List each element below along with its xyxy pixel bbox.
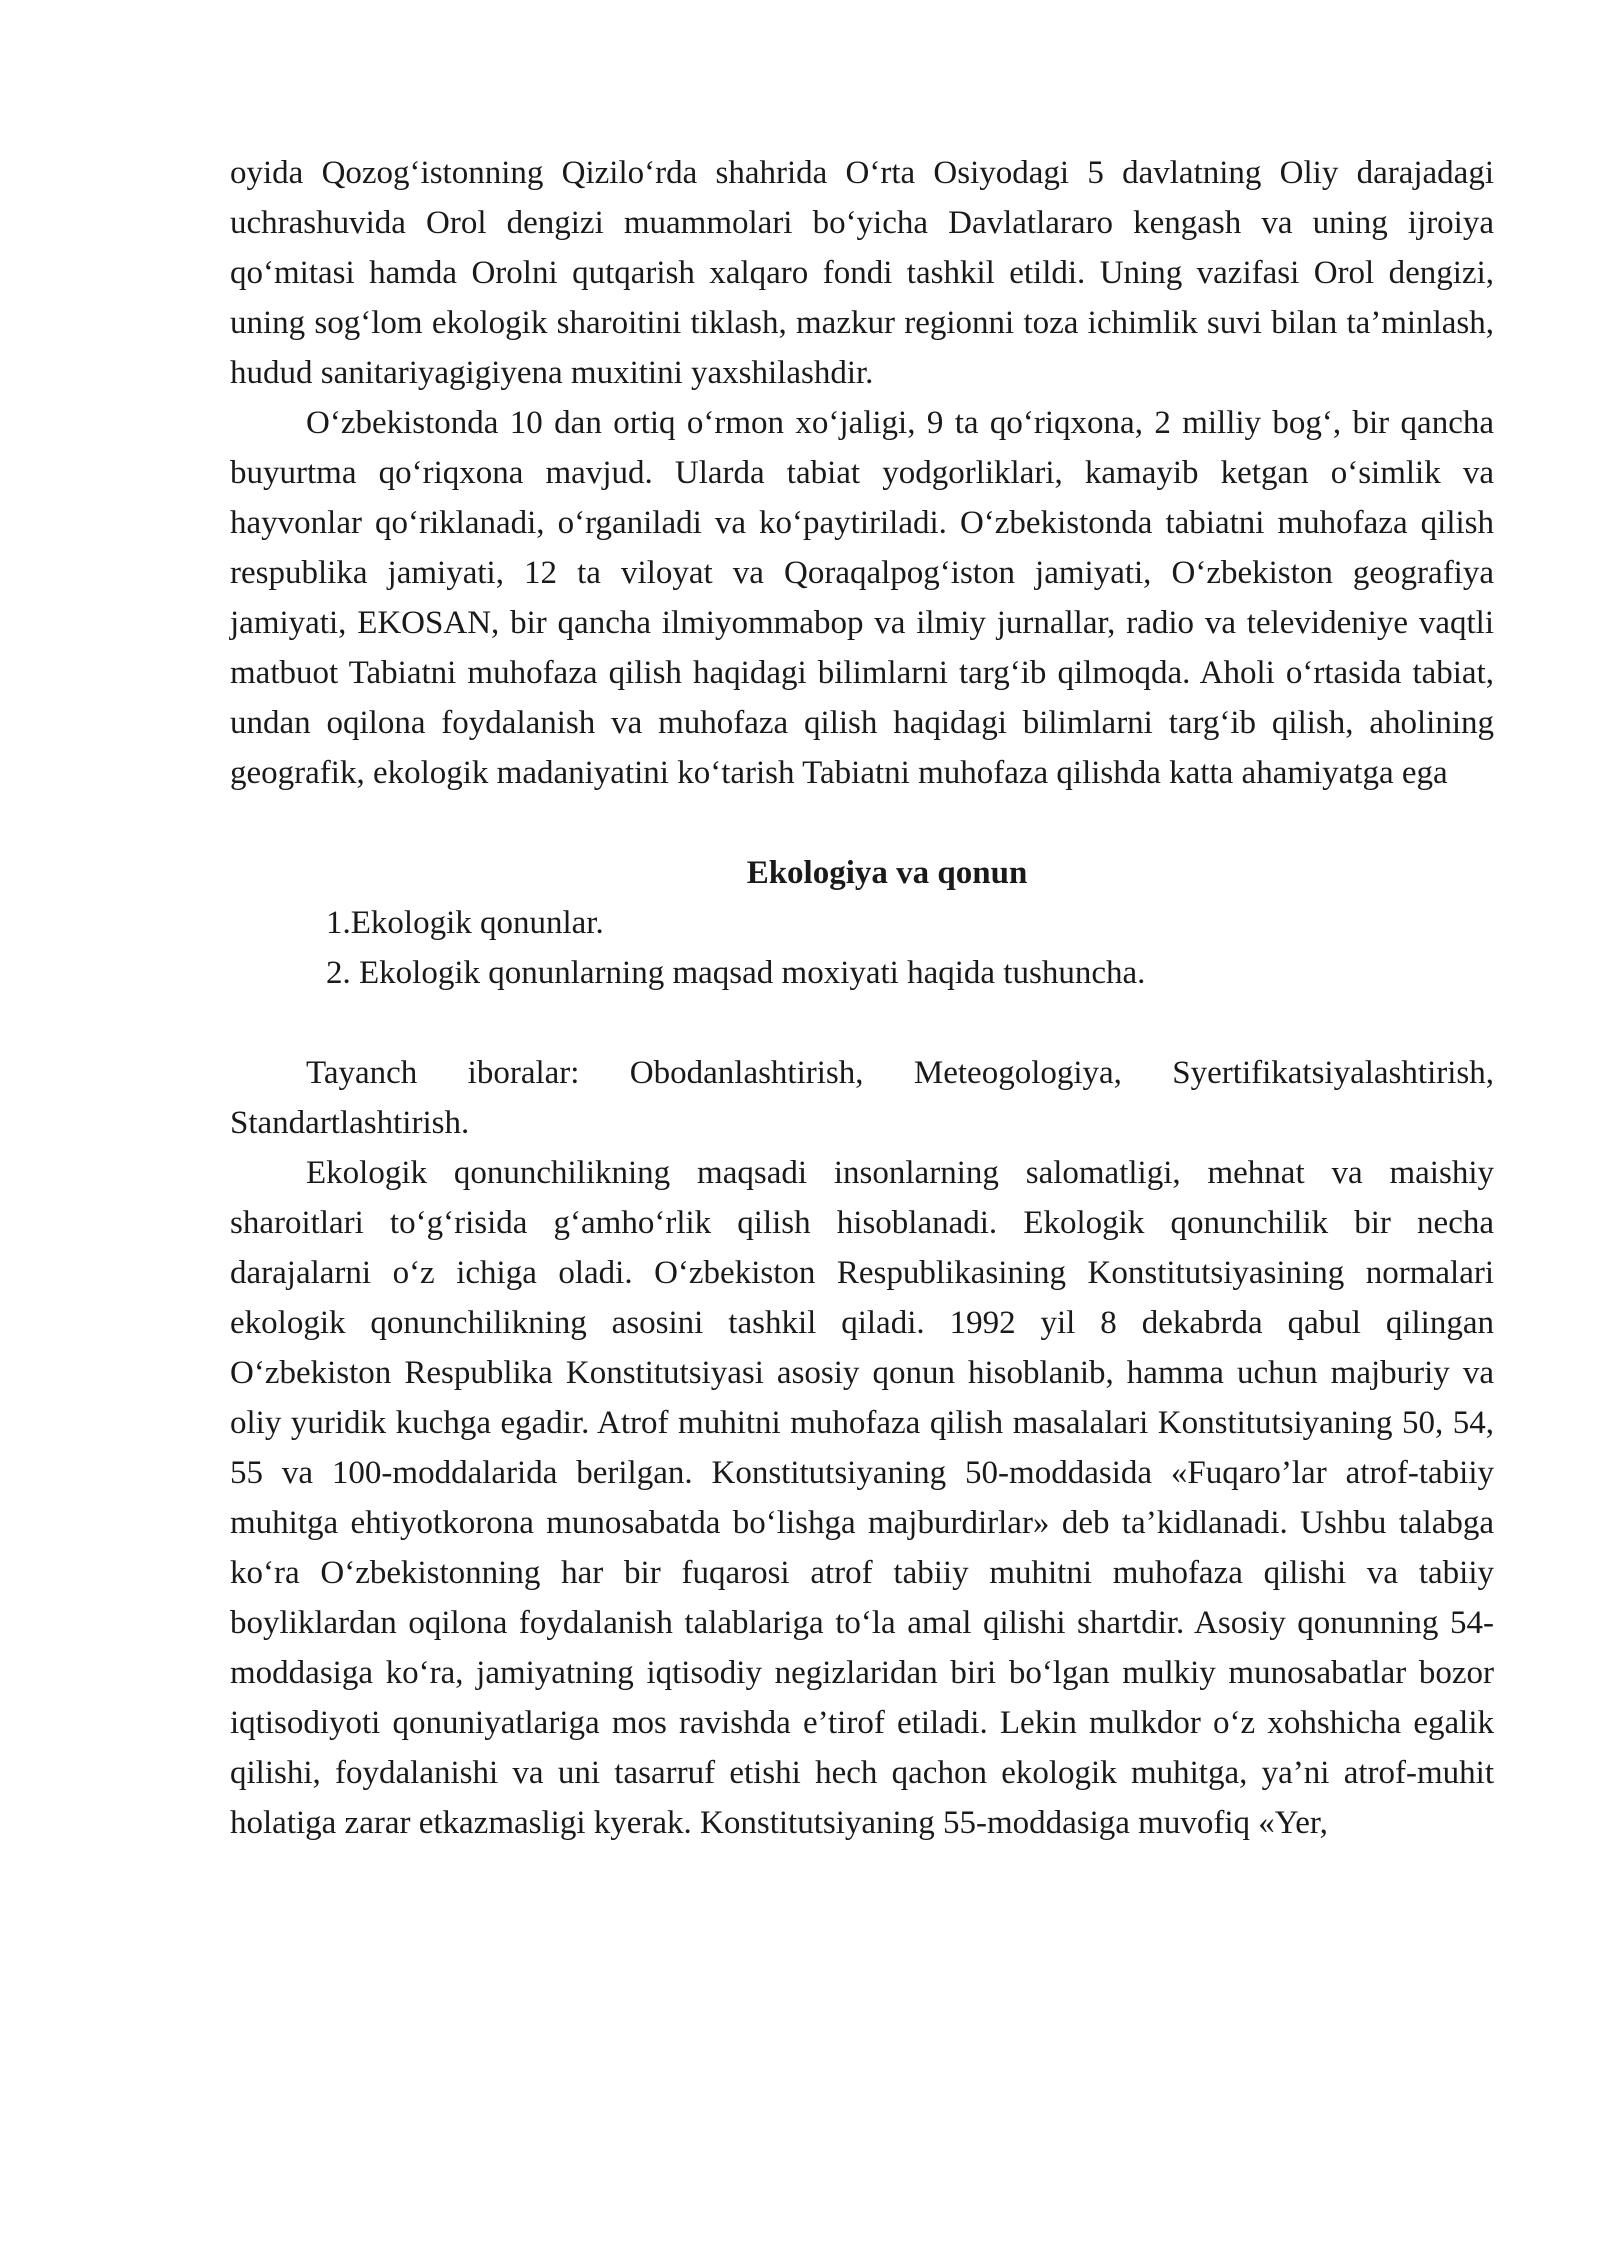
paragraph-protected-areas: O‘zbekistonda 10 dan ortiq o‘rmon xo‘jaligi, 9 ta qo‘riqxona, 2 milliy bog‘, bir qancha buyurtma qo‘riqxona mavjud. Ularda tabiat yodgorliklari, kamayib ketgan o‘simlik va hayvonlar qo‘riklanadi, o‘rganiladi va ko‘paytiriladi. O‘zbekistonda tabiatni muhofaza qilish respublika jamiyati, 12 ta viloyat va Qoraqalpog‘iston jamiyati, O‘zbekiston geografiya jamiyati, EKOSAN, bir qancha ilmiyommabop va ilmiy jurnallar, radio va televideniye vaqtli matbuot Tabiatni muhofaza qilish haqidagi bilimlarni targ‘ib qilmoqda. Aholi o‘rtasida tabiat, undan oqilona foydalanish va muhofaza qilish haqidagi bilimlarni targ‘ib qilish, aholining geografik, ekologik madaniyatini ko‘tarish Tabiatni muhofaza qilishda katta ahamiyatga ega <box>230 405 1494 791</box>
blank-line <box>230 998 1494 1048</box>
document-page <box>230 148 1494 1848</box>
paragraph-key-terms: Tayanch iboralar: Obodanlashtirish, Meteogologiya, Syertifikatsiyalashtirish, Standartlashtirish. <box>230 1055 1494 1141</box>
paragraph-ecological-legislation: Ekologik qonunchilikning maqsadi insonlarning salomatligi, mehnat va maishiy sharoitlari to‘g‘risida g‘amho‘rlik qilish hisoblanadi. Ekologik qonunchilik bir necha darajalarni o‘z ichiga oladi. O‘zbekiston Respublikasining Konstitutsiyasining normalari ekologik qonunchilikning asosini tashkil qiladi. 1992 yil 8 dekabrda qabul qilingan O‘zbekiston Respublika Konstitutsiyasi asosiy qonun hisoblanib, hamma uchun majburiy va oliy yuridik kuchga egadir. Atrof muhitni muhofaza qilish masalalari Konstitutsiyaning 50, 54, 55 va 100-moddalarida berilgan. Konstitutsiyaning 50-moddasida «Fuqaro’lar atrof-tabiiy muhitga ehtiyotkorona munosabatda bo‘lishga majburdirlar» deb ta’kidlanadi. Ushbu talabga ko‘ra O‘zbekistonning har bir fuqarosi atrof tabiiy muhitni muhofaza qilishi va tabiiy boyliklardan oqilona foydalanish talablariga to‘la amal qilishi shartdir. Asosiy qonunning 54-moddasiga ko‘ra, jamiyatning iqtisodiy negizlaridan biri bo‘lgan mulkiy munosabatlar bozor iqtisodiyoti qonuniyatlariga mos ravishda e’tirof etiladi. Lekin mulkdor o‘z xohshicha egalik qilishi, foydalanishi va uni tasarruf etishi hech qachon ekologik muhitga, ya’ni atrof-muhit holatiga zarar etkazmasligi kyerak. Konstitutsiyaning 55-moddasiga muvofiq «Yer, <box>230 1155 1494 1841</box>
list-item: 1.Ekologik qonunlar. <box>326 905 604 941</box>
section-title: Ekologiya va qonun <box>746 855 1028 891</box>
section-topic-list <box>230 898 1494 998</box>
list-item: 2. Ekologik qonunlarning maqsad moxiyati haqida tushuncha. <box>326 955 1146 991</box>
paragraph-aral-council: oyida Qozog‘istonning Qizilo‘rda shahrida O‘rta Osiyodagi 5 davlatning Oliy darajadagi uchrashuvida Orol dengizi muammolari bo‘yicha Davlatlararo kengash va uning ijroiya qo‘mitasi hamda Orolni qutqarish xalqaro fondi tashkil etildi. Uning vazifasi Orol dengizi, uning sog‘lom ekologik sharoitini tiklash, mazkur regionni toza ichimlik suvi bilan ta’minlash, hudud sanitariyagigiyena muxitini yaxshilashdir. <box>230 155 1494 391</box>
